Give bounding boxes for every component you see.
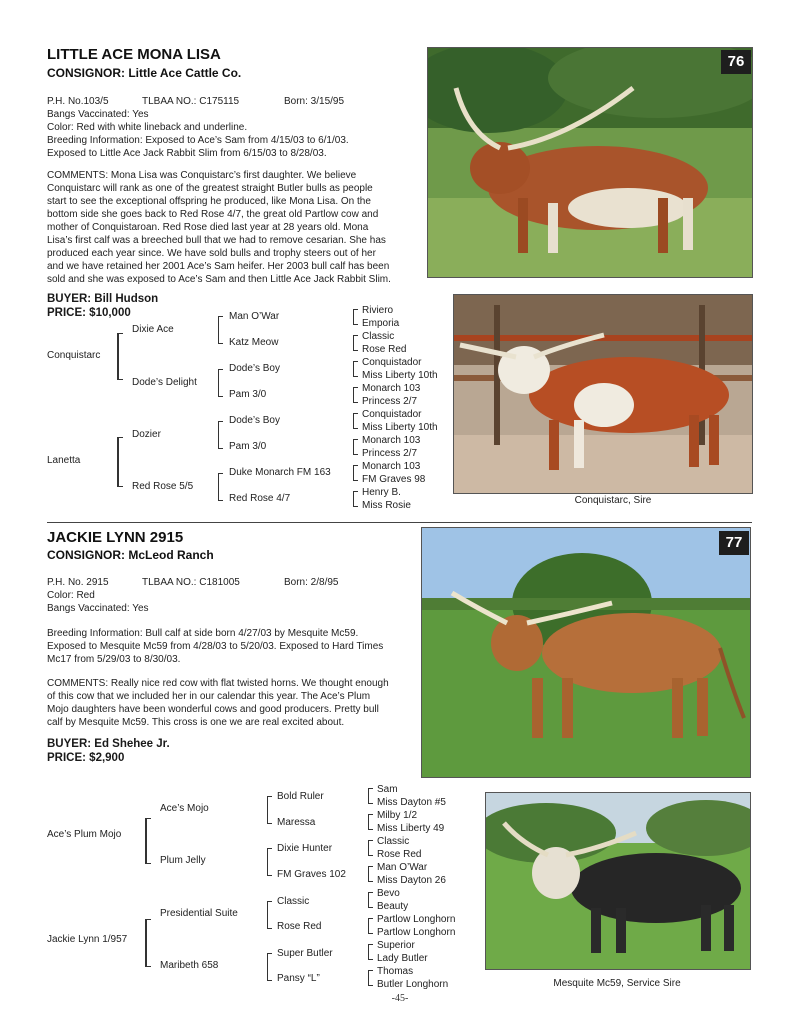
lot77-buyer: BUYER: Ed Shehee Jr.: [47, 738, 170, 750]
pedigree-bracket: [353, 413, 358, 429]
pedigree-gen4: Classic: [377, 836, 410, 847]
pedigree-bracket: [145, 919, 151, 967]
pedigree-gen4: Beauty: [377, 901, 409, 912]
pedigree-gen4: Thomas: [377, 966, 414, 977]
pedigree-gen3: FM Graves 102: [277, 869, 346, 880]
pedigree-gen4: Partlow Longhorn: [377, 914, 456, 925]
longhorn-bull-image: [454, 295, 752, 493]
pedigree-gen4: Miss Dayton #5: [377, 797, 446, 808]
pedigree-gen4: Miss Rosie: [362, 500, 411, 511]
pedigree-gen4: Princess 2/7: [362, 448, 418, 459]
lot77-breeding: Breeding Information: Bull calf at side born 4/27/03 by Mesquite Mc59. Exposed to Mesquite Mc59 from 4/28/03 to 5/20/03. Exposed to Hard Times Mc17 from 5/29/03 to 8/30/03.: [47, 628, 384, 665]
lot76-consignor: CONSIGNOR: Little Ace Cattle Co.: [47, 66, 242, 80]
longhorn-cow-image: [428, 48, 752, 277]
pedigree-bracket: [145, 818, 151, 864]
pedigree-sire: Ace’s Plum Mojo: [47, 829, 122, 840]
lot76-sire-caption: Conquistarc, Sire: [574, 495, 652, 506]
pedigree-gen4: Lady Butler: [377, 953, 428, 964]
pedigree-gen4: Rose Red: [362, 344, 407, 355]
lot77-born: Born: 2/8/95: [284, 577, 339, 588]
pedigree-gen4: Man O’War: [377, 862, 428, 873]
pedigree-gen4: Miss Liberty 10th: [362, 370, 438, 381]
pedigree-bracket: [218, 421, 223, 449]
pedigree-gen3: Pam 3/0: [229, 389, 267, 400]
pedigree-dam: Lanetta: [47, 455, 81, 466]
pedigree-bracket: [368, 840, 373, 856]
pedigree-gen4: Emporia: [362, 318, 400, 329]
pedigree-gen4: Riviero: [362, 305, 394, 316]
pedigree-gen3: Bold Ruler: [277, 791, 324, 802]
pedigree-gen2: Ace’s Mojo: [160, 803, 209, 814]
pedigree-bracket: [353, 387, 358, 403]
lot77-consignor: CONSIGNOR: McLeod Ranch: [47, 548, 214, 562]
pedigree-gen4: Superior: [377, 940, 415, 951]
pedigree-gen4: FM Graves 98: [362, 474, 426, 485]
pedigree-gen3: Rose Red: [277, 921, 322, 932]
lot76-born: Born: 3/15/95: [284, 96, 345, 107]
pedigree-bracket: [218, 473, 223, 501]
pedigree-bracket: [117, 437, 123, 487]
lot76-buyer: BUYER: Bill Hudson: [47, 293, 159, 305]
pedigree-bracket: [353, 361, 358, 377]
page-number: -45-: [391, 993, 409, 1004]
lot76-price: PRICE: $10,000: [47, 307, 131, 319]
pedigree-gen2: Dozier: [132, 429, 161, 440]
pedigree-gen3: Red Rose 4/7: [229, 493, 291, 504]
pedigree-gen2: Red Rose 5/5: [132, 481, 194, 492]
pedigree-bracket: [368, 892, 373, 908]
pedigree-gen4: Henry B.: [362, 487, 401, 498]
pedigree-gen4: Conquistador: [362, 409, 422, 420]
pedigree-gen4: Miss Liberty 49: [377, 823, 445, 834]
pedigree-gen3: Katz Meow: [229, 337, 279, 348]
pedigree-bracket: [267, 848, 272, 876]
pedigree-sire: Conquistarc: [47, 350, 101, 361]
pedigree-bracket: [353, 309, 358, 325]
lot76-cow-photo: [427, 47, 753, 278]
pedigree-gen3: Maressa: [277, 817, 316, 828]
lot77-comments: COMMENTS: Really nice red cow with flat twisted horns. We thought enough of this cow that we included her in our calendar this year. The Ace’s Plum Mojo daughters have been wonderful cows and good producers. Pretty bull calf by Mesquite Mc59. This cross is one we are real excited about.: [47, 678, 389, 728]
pedigree-gen3: Classic: [277, 896, 310, 907]
pedigree-gen2: Maribeth 658: [160, 960, 219, 971]
lot76-ph: P.H. No.103/5: [47, 96, 109, 107]
pedigree-gen3: Pam 3/0: [229, 441, 267, 452]
lot77-sire-caption: Mesquite Mc59, Service Sire: [553, 978, 681, 989]
pedigree-gen4: Milby 1/2: [377, 810, 418, 821]
pedigree-gen3: Dode’s Boy: [229, 415, 280, 426]
pedigree-gen4: Conquistador: [362, 357, 422, 368]
lot77-lot-number: 77: [719, 531, 749, 555]
pedigree-bracket: [368, 866, 373, 882]
longhorn-cow-image: [422, 528, 750, 777]
pedigree-bracket: [267, 796, 272, 824]
pedigree-dam: Jackie Lynn 1/957: [47, 934, 128, 945]
pedigree-bracket: [267, 953, 272, 981]
pedigree-gen4: Bevo: [377, 888, 400, 899]
pedigree-gen2: Dixie Ace: [132, 324, 174, 335]
pedigree-gen2: Plum Jelly: [160, 855, 206, 866]
lot76-lot-number: 76: [721, 50, 751, 74]
pedigree-gen4: Monarch 103: [362, 435, 421, 446]
pedigree-bracket: [218, 316, 223, 344]
pedigree-gen4: Princess 2/7: [362, 396, 418, 407]
pedigree-gen4: Butler Longhorn: [377, 979, 449, 990]
pedigree-gen2: Dode’s Delight: [132, 377, 197, 388]
pedigree-gen3: Dixie Hunter: [277, 843, 333, 854]
pedigree-bracket: [117, 333, 123, 380]
lot76-title: LITTLE ACE MONA LISA: [47, 46, 221, 63]
lot77-price: PRICE: $2,900: [47, 752, 125, 764]
pedigree-gen4: Miss Liberty 10th: [362, 422, 438, 433]
longhorn-bull-image: [486, 793, 750, 969]
pedigree-gen4: Classic: [362, 331, 395, 342]
pedigree-gen3: Duke Monarch FM 163: [229, 467, 331, 478]
pedigree-bracket: [368, 788, 373, 804]
pedigree-gen4: Rose Red: [377, 849, 422, 860]
pedigree-bracket: [218, 369, 223, 397]
pedigree-gen2: Presidential Suite: [160, 908, 238, 919]
lot77-cow-photo: [421, 527, 751, 778]
pedigree-bracket: [368, 944, 373, 960]
lot77-title: JACKIE LYNN 2915: [47, 529, 184, 546]
lot76-details: Bangs Vaccinated: Yes Color: Red with white lineback and underline. Breeding Information: Exposed to Ace’s Sam from 4/15/03 to 6/1/03. Exposed to Little Ace Jack Rabbit Slim from 6/15/03 to 8/28/03.: [47, 109, 349, 159]
pedigree-gen4: Sam: [377, 784, 398, 795]
pedigree-gen3: Super Butler: [277, 948, 333, 959]
lot76-tlbaa: TLBAA NO.: C175115: [142, 96, 240, 107]
lot77-tlbaa: TLBAA NO.: C181005: [142, 577, 240, 588]
pedigree-gen3: Dode’s Boy: [229, 363, 280, 374]
lot77-sire-photo: [485, 792, 751, 970]
pedigree-bracket: [368, 814, 373, 830]
lot76-sire-photo: [453, 294, 753, 494]
pedigree-bracket: [353, 491, 358, 507]
pedigree-gen4: Monarch 103: [362, 383, 421, 394]
pedigree-gen3: Man O’War: [229, 311, 280, 322]
lot77-ph: P.H. No. 2915: [47, 577, 109, 588]
pedigree-gen4: Partlow Longhorn: [377, 927, 456, 938]
lot76-comments: COMMENTS: Mona Lisa was Conquistarc’s first daughter. We believe Conquistarc will rank as one of the greatest straight Butler bulls as people start to see the exceptional offspring he produced, like Mona Lisa. On the bottom side she goes back to Red Rose 4/7, the great old Partlow cow and mother of Conquistaroan. Red Rose died last year at 28 years old. Mona Lisa’s first calf was a breeched bull that we had to remove cesarian. She has produced each year since. We have sold bulls and trophy steers out of her and we have retained her 2001 Ace’s Sam heifer. Her 2003 bull calf has been sold and she was exposed to Ace’s Sam and then Little Ace Jack Rabbit Slim.: [47, 170, 391, 285]
pedigree-bracket: [353, 335, 358, 351]
pedigree-gen3: Pansy “L”: [277, 973, 320, 984]
pedigree-bracket: [353, 439, 358, 455]
pedigree-bracket: [368, 918, 373, 934]
pedigree-gen4: Monarch 103: [362, 461, 421, 472]
pedigree-bracket: [267, 901, 272, 929]
pedigree-bracket: [353, 465, 358, 481]
lot77-details: Color: Red Bangs Vaccinated: Yes: [47, 590, 149, 614]
pedigree-bracket: [368, 970, 373, 986]
pedigree-gen4: Miss Dayton 26: [377, 875, 446, 886]
section-divider: [47, 522, 752, 523]
